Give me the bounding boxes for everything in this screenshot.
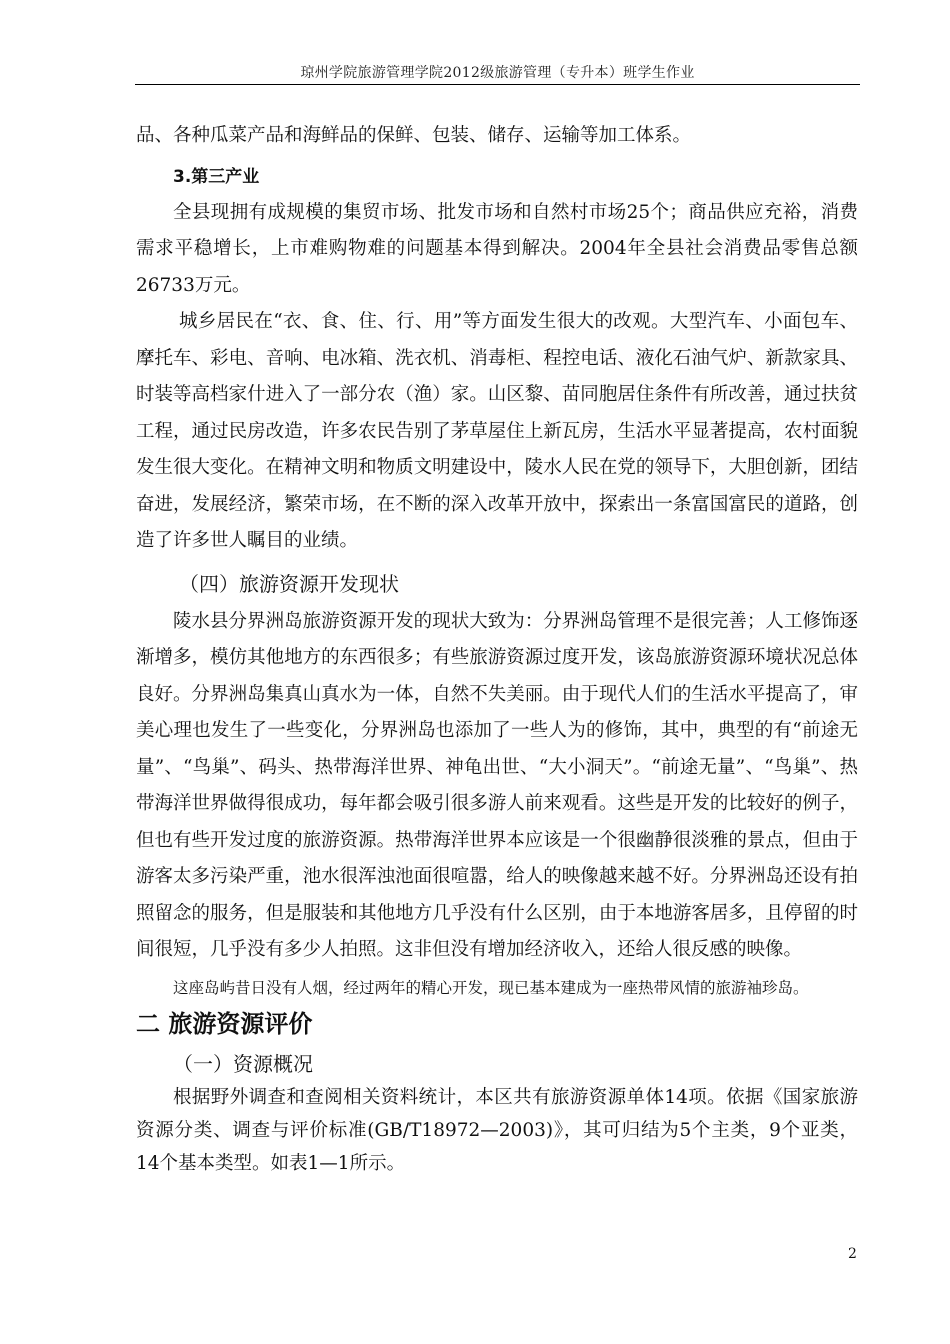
page-body [136,118,858,1180]
paragraph-continued: 品、各种瓜菜产品和海鲜品的保鲜、包装、储存、运输等加工体系。 [136,125,692,146]
running-header: 琼州学院旅游管理学院2012级旅游管理（专升本）班学生作业 [300,65,695,81]
paragraph-resource-overview: 根据野外调查和查阅相关资料统计，本区共有旅游资源单体14项。依据《国家旅游资源分类、调查与评价标准(GB/T18972—2003)》，其可归结为5个主类，9个亚类，14个基本类型。如表1—1所示。 [136,1086,858,1174]
page-number: 2 [848,1246,857,1262]
paragraph-residents: 城乡居民在“衣、食、住、行、用”等方面发生很大的改观。大型汽车、小面包车、摩托车、彩电、音响、电冰箱、洗衣机、消毒柜、程控电话、液化石油气炉、新款家具、时装等高档家什进入了一部分农（渔）家。山区黎、苗同胞居住条件有所改善，通过扶贫工程，通过民房改造，许多农民告别了茅草屋住上新瓦房，生活水平显著提高，农村面貌发生很大变化。在精神文明和物质文明建设中，陵水人民在党的领导下，大胆创新，团结奋进，发展经济，繁荣市场，在不断的深入改革开放中，探索出一条富国富民的道路，创造了许多世人瞩目的业绩。 [136,311,858,551]
heading-resource-evaluation: 二 旅游资源评价 [136,1009,313,1038]
heading-resource-overview: （一）资源概况 [173,1051,313,1076]
heading-development-status: （四）旅游资源开发现状 [179,571,399,596]
paragraph-development-status: 陵水县分界洲岛旅游资源开发的现状大致为：分界洲岛管理不是很完善；人工修饰逐渐增多，模仿其他地方的东西很多；有些旅游资源过度开发，该岛旅游资源环境状况总体良好。分界洲岛集真山真水为一体，自然不失美丽。由于现代人们的生活水平提高了，审美心理也发生了一些变化，分界洲岛也添加了一些人为的修饰，其中，典型的有“前途无量”、“鸟巢”、码头、热带海洋世界、神龟出世、“大小洞天”。“前途无量”、“鸟巢”、热带海洋世界做得很成功，每年都会吸引很多游人前来观看。这些是开发的比较好的例子，但也有些开发过度的旅游资源。热带海洋世界本应该是一个很幽静很淡雅的景点，但由于游客太多污染严重，池水很浑浊池面很喧嚣，给人的映像越来越不好。分界洲岛还设有拍照留念的服务，但是服装和其他地方几乎没有什么区别，由于本地游客居多，且停留的时间很短，几乎没有多少人拍照。这非但没有增加经济收入，还给人很反感的映像。 [136,610,858,960]
paragraph-tertiary: 全县现拥有成规模的集贸市场、批发市场和自然村市场25个；商品供应充裕，消费需求平稳增长，上市难购物难的问题基本得到解决。2004年全县社会消费品零售总额26733万元。 [136,201,858,296]
header-rule [135,84,860,85]
paragraph-island: 这座岛屿昔日没有人烟，经过两年的精心开发，现已基本建成为一座热带风情的旅游袖珍岛。 [173,978,809,997]
heading-tertiary-industry: 3.第三产业 [173,166,260,187]
